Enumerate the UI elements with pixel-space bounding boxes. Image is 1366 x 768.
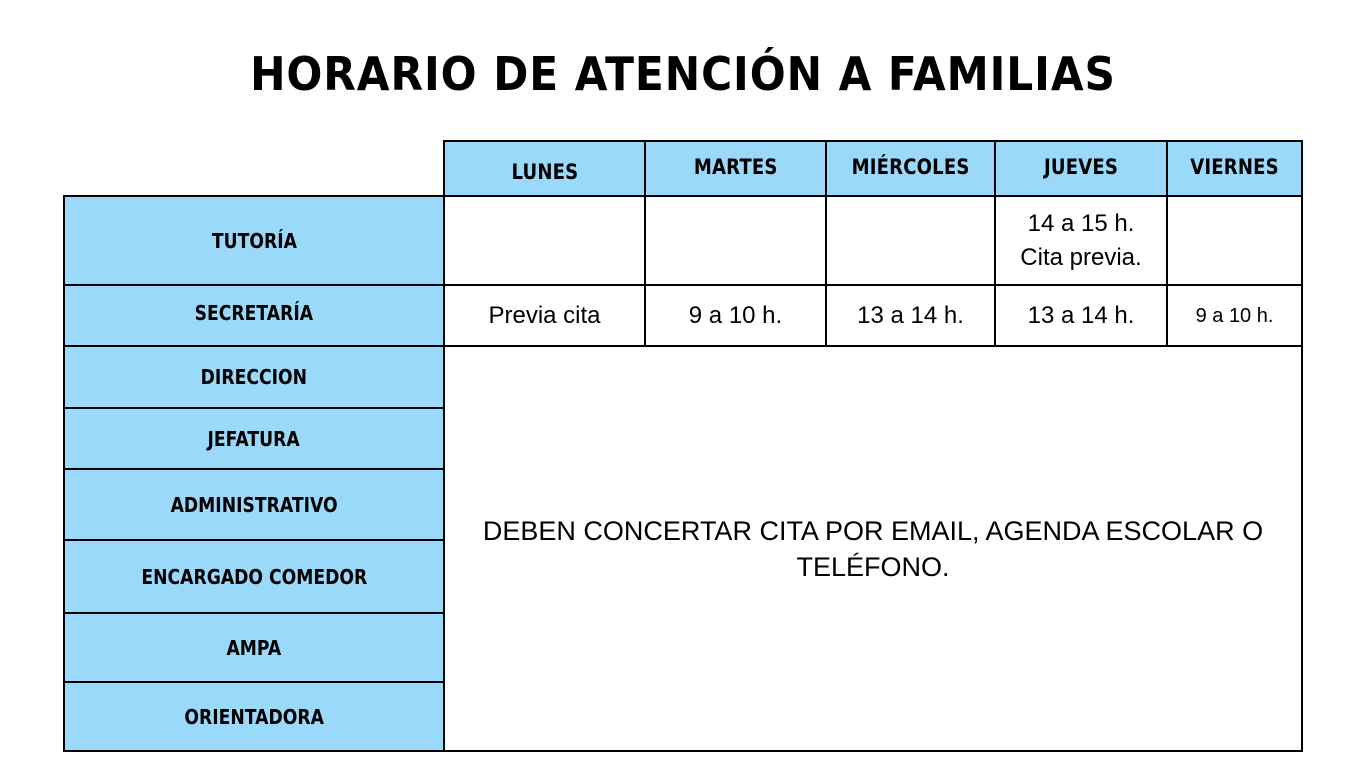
- cell-value: Previa cita: [488, 301, 601, 329]
- row-label-secretaria: [63, 284, 445, 347]
- header-label: VIERNES: [1190, 154, 1279, 179]
- row-label-text: DIRECCION: [200, 365, 308, 389]
- row-label-text: ORIENTADORA: [184, 704, 324, 729]
- row-label-orientadora: [63, 681, 445, 752]
- row-label-administrativo: [63, 468, 445, 541]
- cell-value: 14 a 15 h. Cita previa.: [1020, 209, 1142, 271]
- cell-tutoria-miercoles: [825, 195, 996, 286]
- cell-tutoria-viernes: [1166, 195, 1303, 286]
- cell-secretaria-miercoles: [825, 284, 996, 347]
- appointment-note: DEBEN CONCERTAR CITA POR EMAIL, AGENDA ESCOLAR O TELÉFONO.: [482, 515, 1264, 582]
- cell-value: 9 a 10 h.: [688, 301, 783, 329]
- header-label: MARTES: [693, 154, 778, 179]
- row-label-jefatura: [63, 407, 445, 470]
- header-label: MIÉRCOLES: [851, 154, 970, 179]
- appointment-note-cell: [443, 345, 1303, 752]
- row-label-text: ENCARGADO COMEDOR: [141, 564, 367, 589]
- cell-tutoria-lunes: [443, 195, 646, 286]
- cell-value: 9 a 10 h.: [1195, 304, 1274, 327]
- row-label-text: JEFATURA: [207, 426, 301, 451]
- row-label-text: ADMINISTRATIVO: [170, 492, 338, 517]
- header-label: JUEVES: [1043, 154, 1119, 179]
- row-label-text: SECRETARÍA: [194, 300, 314, 325]
- cell-value: 13 a 14 h.: [1027, 301, 1135, 329]
- cell-tutoria-martes: [644, 195, 827, 286]
- header-viernes: [1166, 140, 1303, 197]
- header-label: LUNES: [511, 159, 578, 184]
- header-martes: [644, 140, 827, 197]
- row-label-ampa: [63, 612, 445, 683]
- row-label-direccion: [63, 345, 445, 409]
- header-jueves: [994, 140, 1168, 197]
- cell-secretaria-lunes: [443, 284, 646, 347]
- cell-secretaria-jueves: [994, 284, 1168, 347]
- header-lunes: [443, 140, 646, 197]
- page-title: HORARIO DE ATENCIÓN A FAMILIAS: [250, 47, 1116, 101]
- cell-tutoria-jueves: [994, 195, 1168, 286]
- row-label-tutoria: [63, 195, 445, 286]
- row-label-text: TUTORÍA: [211, 228, 297, 253]
- cell-secretaria-viernes: [1166, 284, 1303, 347]
- row-label-encargado-comedor: [63, 539, 445, 614]
- cell-secretaria-martes: [644, 284, 827, 347]
- row-label-text: AMPA: [226, 635, 282, 660]
- header-miercoles: [825, 140, 996, 197]
- cell-value: 13 a 14 h.: [857, 301, 964, 329]
